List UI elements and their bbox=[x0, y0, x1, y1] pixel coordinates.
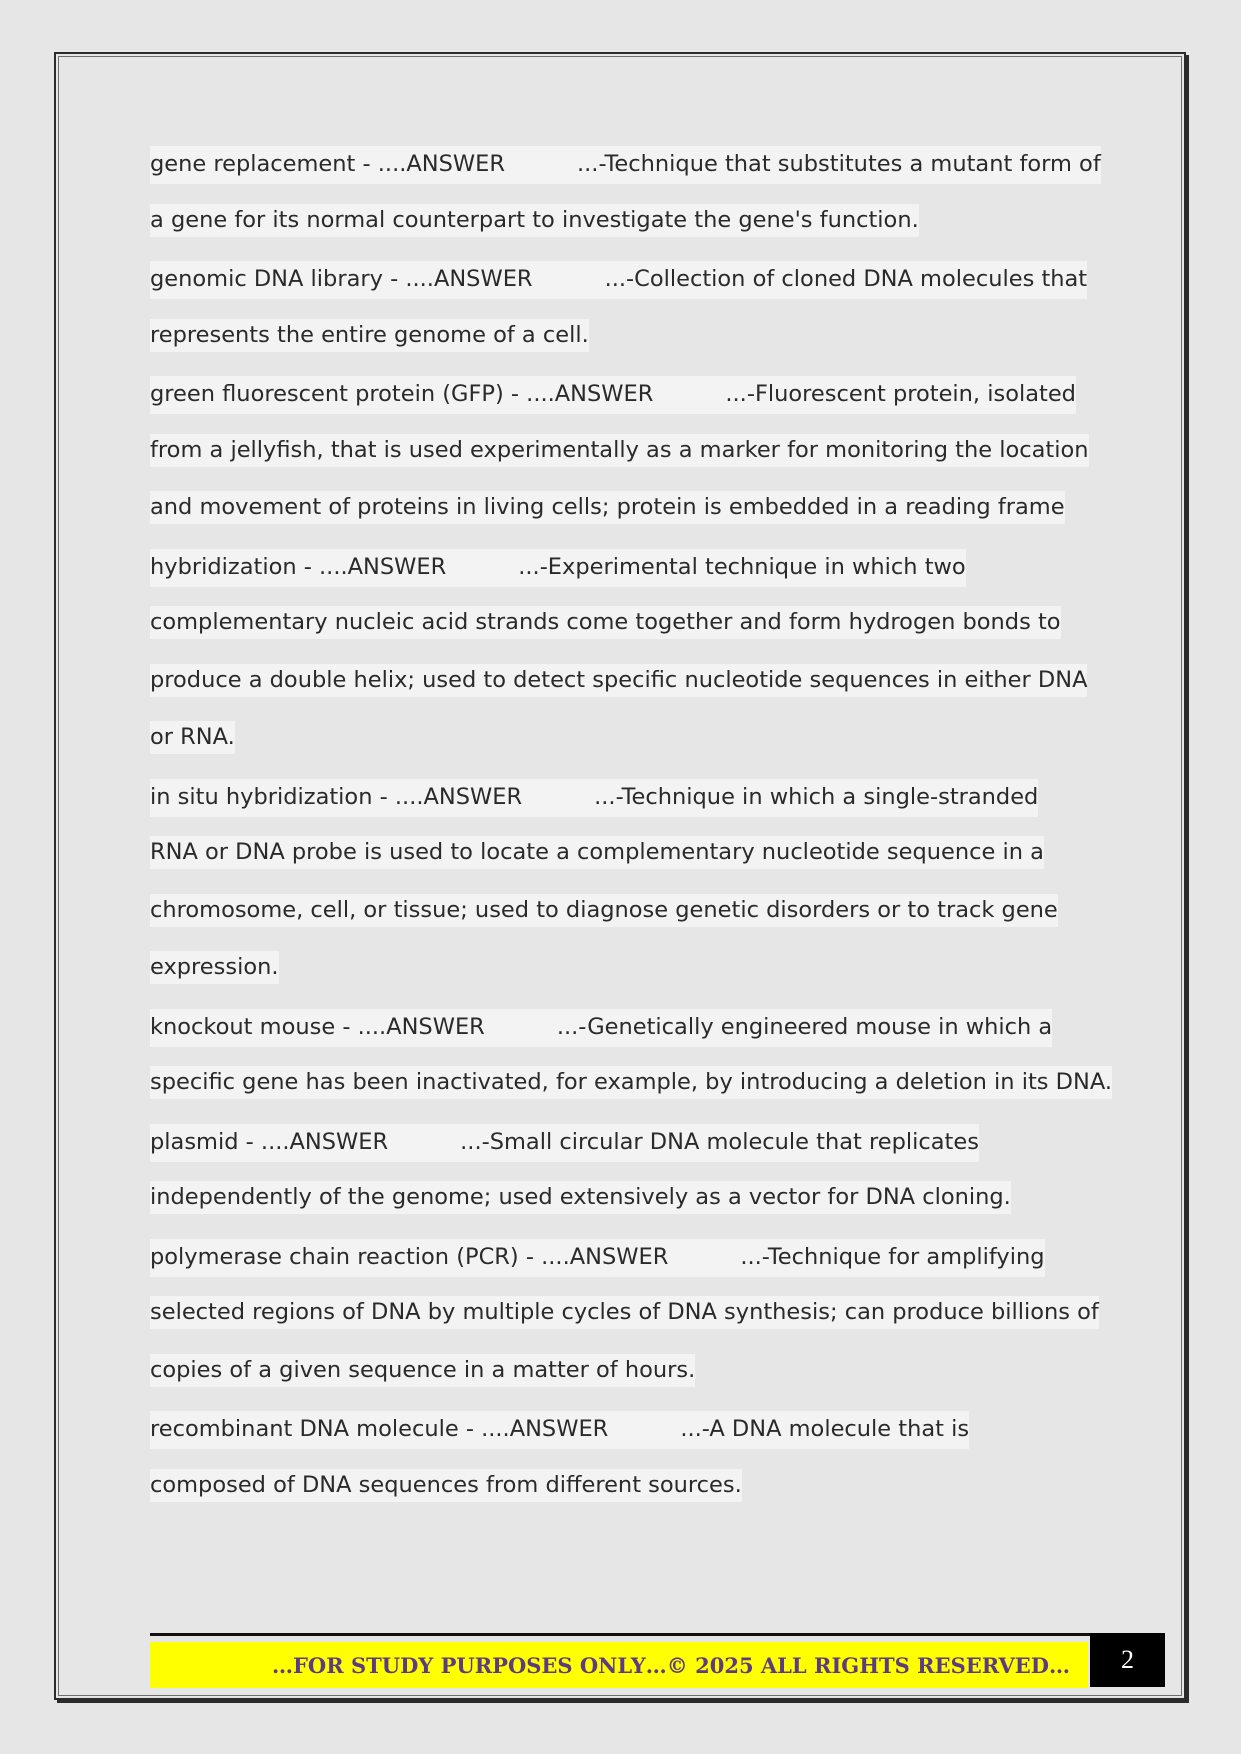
text-line: composed of DNA sequences from different sources. bbox=[150, 1469, 1090, 1527]
text-line bbox=[150, 1411, 1090, 1469]
term: recombinant DNA molecule - ....ANSWER bbox=[150, 1414, 608, 1445]
page-footer bbox=[150, 1633, 1165, 1687]
text-line: produce a double helix; used to detect specific nucleotide sequences in either DNA bbox=[150, 664, 1090, 722]
term: in situ hybridization - ....ANSWER bbox=[150, 782, 522, 813]
term: knockout mouse - ....ANSWER bbox=[150, 1012, 485, 1043]
definition: ...-Experimental technique in which two bbox=[518, 552, 965, 583]
text-line bbox=[150, 1124, 1090, 1182]
term: gene replacement - ....ANSWER bbox=[150, 149, 505, 180]
term: hybridization - ....ANSWER bbox=[150, 552, 446, 583]
definition: ...-Collection of cloned DNA molecules that bbox=[605, 264, 1088, 295]
text-line: specific gene has been inactivated, for example, by introducing a deletion in its DNA. bbox=[150, 1066, 1090, 1124]
text-line bbox=[150, 549, 1090, 607]
text-line: from a jellyfish, that is used experimentally as a marker for monitoring the location bbox=[150, 434, 1090, 492]
document-body bbox=[150, 146, 1112, 1526]
copyright-banner bbox=[150, 1642, 1088, 1688]
page-number: 2 bbox=[1090, 1633, 1165, 1687]
definition: ...-Technique that substitutes a mutant form of bbox=[577, 149, 1101, 180]
text-line bbox=[150, 779, 1090, 837]
copyright-text: …FOR STUDY PURPOSES ONLY…© 2025 ALL RIGHTS RESERVED… bbox=[272, 1652, 1070, 1678]
definition: ...-Technique for amplifying bbox=[740, 1242, 1044, 1273]
definition: ...-Small circular DNA molecule that replicates bbox=[460, 1127, 979, 1158]
text-line: complementary nucleic acid strands come together and form hydrogen bonds to bbox=[150, 606, 1090, 664]
text-line: independently of the genome; used extensively as a vector for DNA cloning. bbox=[150, 1181, 1090, 1239]
text-line bbox=[150, 146, 1101, 204]
text-line: chromosome, cell, or tissue; used to diagnose genetic disorders or to track gene bbox=[150, 894, 1090, 952]
text-line bbox=[150, 376, 1090, 434]
definition: ...-A DNA molecule that is bbox=[680, 1414, 969, 1445]
definition: ...-Fluorescent protein, isolated bbox=[725, 379, 1076, 410]
text-line: expression. bbox=[150, 951, 1090, 1009]
text-line: and movement of proteins in living cells; protein is embedded in a reading frame bbox=[150, 491, 1090, 549]
definition: ...-Technique in which a single-stranded bbox=[594, 782, 1038, 813]
text-line: a gene for its normal counterpart to investigate the gene's function. bbox=[150, 204, 1090, 262]
text-line bbox=[150, 1009, 1090, 1067]
text-line: or RNA. bbox=[150, 721, 1090, 779]
text-line bbox=[150, 1239, 1090, 1297]
term: plasmid - ....ANSWER bbox=[150, 1127, 388, 1158]
text-line: represents the entire genome of a cell. bbox=[150, 319, 1090, 377]
text-line: copies of a given sequence in a matter of hours. bbox=[150, 1354, 1090, 1412]
term: genomic DNA library - ....ANSWER bbox=[150, 264, 533, 295]
definition: ...-Genetically engineered mouse in which a bbox=[557, 1012, 1052, 1043]
term: polymerase chain reaction (PCR) - ....ANSWER bbox=[150, 1242, 668, 1273]
text-line bbox=[150, 261, 1090, 319]
footer-divider bbox=[150, 1633, 1090, 1636]
text-line: RNA or DNA probe is used to locate a complementary nucleotide sequence in a bbox=[150, 836, 1090, 894]
text-line: selected regions of DNA by multiple cycles of DNA synthesis; can produce billions of bbox=[150, 1296, 1090, 1354]
term: green fluorescent protein (GFP) - ....ANSWER bbox=[150, 379, 653, 410]
